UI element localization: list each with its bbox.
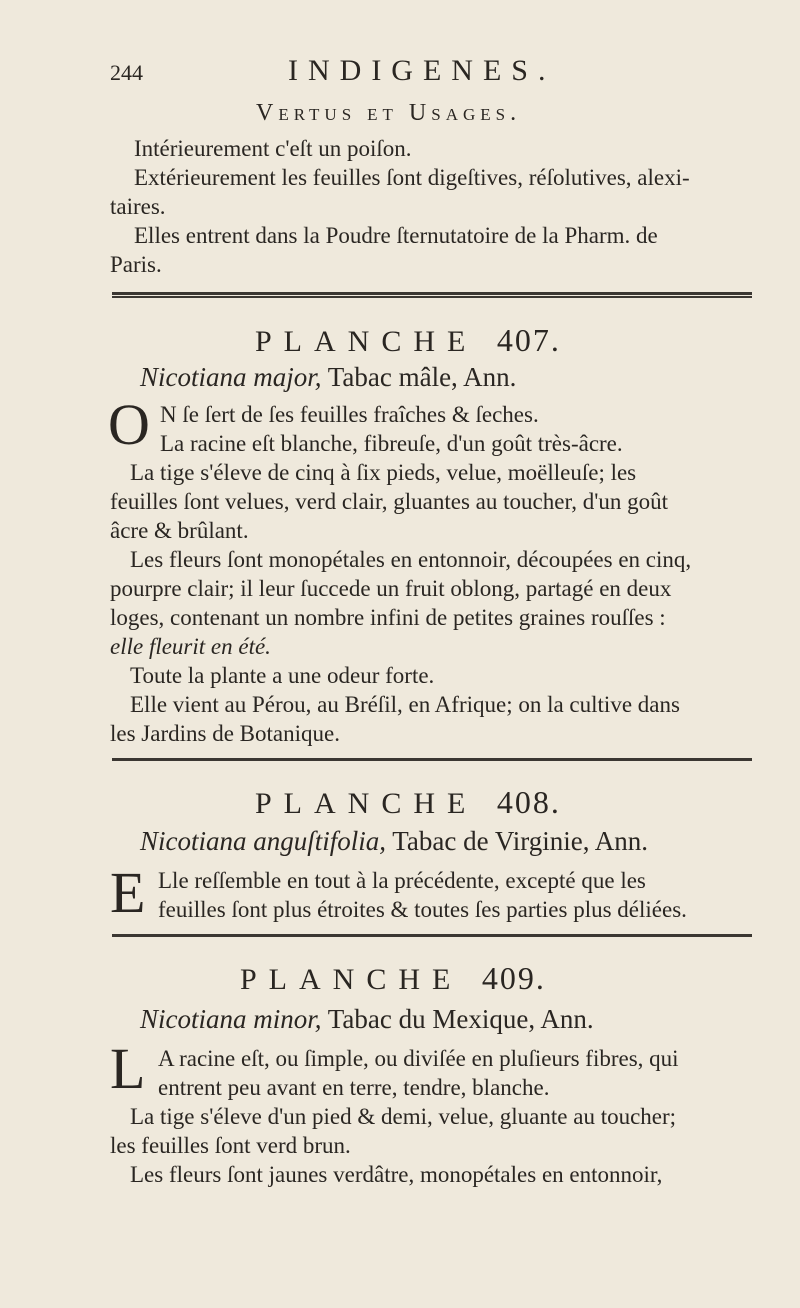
latin-name: Nicotiana anguſtifolia, xyxy=(140,826,387,856)
plate-heading xyxy=(240,960,546,997)
drop-cap: L xyxy=(110,1036,146,1101)
plate-title: PLANCHE xyxy=(240,963,463,996)
page-header xyxy=(110,52,750,96)
section-subtitle: Vertus et Usages. xyxy=(256,100,522,126)
running-title: INDIGENES. xyxy=(288,54,556,87)
plate-title: PLANCHE xyxy=(255,787,478,820)
common-name: Tabac du Mexique, Ann. xyxy=(327,1004,594,1034)
section-divider xyxy=(112,758,752,761)
latin-name: Nicotiana minor, xyxy=(140,1004,322,1034)
plate-heading xyxy=(255,784,561,821)
text-line: Lle reſſemble en tout à la précédente, excepté que les xyxy=(158,868,646,893)
plate-number: 408. xyxy=(496,784,561,820)
text-line: âcre & brûlant. xyxy=(110,518,249,543)
intro-line: Paris. xyxy=(110,252,162,277)
common-name: Tabac mâle, Ann. xyxy=(327,362,517,392)
intro-line: Extérieurement les feuilles ſont digeſtives, réſolutives, alexi- xyxy=(134,165,690,190)
text-line: Les fleurs ſont monopétales en entonnoir, découpées en cinq, xyxy=(130,547,692,572)
text-line: Elle vient au Pérou, au Bréſil, en Afrique; on la cultive dans xyxy=(130,692,680,717)
text-line: Les fleurs ſont jaunes verdâtre, monopétales en entonnoir, xyxy=(130,1162,663,1187)
species-name xyxy=(140,362,516,393)
text-line: La racine eſt blanche, fibreuſe, d'un goût très-âcre. xyxy=(160,431,623,456)
section-divider xyxy=(112,934,752,937)
intro-line: Intérieurement c'eſt un poiſon. xyxy=(134,136,412,161)
latin-name: Nicotiana major, xyxy=(140,362,322,392)
intro-line: Elles entrent dans la Poudre ſternutatoire de la Pharm. de xyxy=(134,223,658,248)
text-line: Toute la plante a une odeur forte. xyxy=(130,663,435,688)
text-line: elle fleurit en été. xyxy=(110,634,271,659)
plate-number: 409. xyxy=(481,960,546,996)
text-line: pourpre clair; il leur ſuccede un fruit oblong, partagé en deux xyxy=(110,576,672,601)
common-name: Tabac de Virginie, Ann. xyxy=(392,826,648,856)
text-line: N ſe ſert de ſes feuilles fraîches & ſeches. xyxy=(160,402,539,427)
drop-cap: E xyxy=(110,860,146,925)
plate-heading xyxy=(255,322,561,359)
text-line: feuilles ſont plus étroites & toutes ſes parties plus déliées. xyxy=(158,897,687,922)
page-number: 244 xyxy=(110,60,143,85)
plate-number: 407. xyxy=(496,322,561,358)
text-line: A racine eſt, ou ſimple, ou diviſée en pluſieurs fibres, qui xyxy=(158,1046,679,1071)
intro-line: taires. xyxy=(110,194,166,219)
text-line: feuilles ſont velues, verd clair, gluantes au toucher, d'un goût xyxy=(110,489,668,514)
text-line: les feuilles ſont verd brun. xyxy=(110,1133,351,1158)
species-name xyxy=(140,826,648,857)
species-name xyxy=(140,1004,594,1035)
text-line: La tige s'éleve d'un pied & demi, velue, gluante au toucher; xyxy=(130,1104,677,1129)
text-line: les Jardins de Botanique. xyxy=(110,721,340,746)
drop-cap: O xyxy=(108,392,150,457)
plate-title: PLANCHE xyxy=(255,325,478,358)
text-line: loges, contenant un nombre infini de petites graines rouſſes : xyxy=(110,605,666,630)
text-line: La tige s'éleve de cinq à ſix pieds, velue, moëlleuſe; les xyxy=(130,460,637,485)
section-divider xyxy=(112,292,752,298)
text-line: entrent peu avant en terre, tendre, blanche. xyxy=(158,1075,550,1100)
